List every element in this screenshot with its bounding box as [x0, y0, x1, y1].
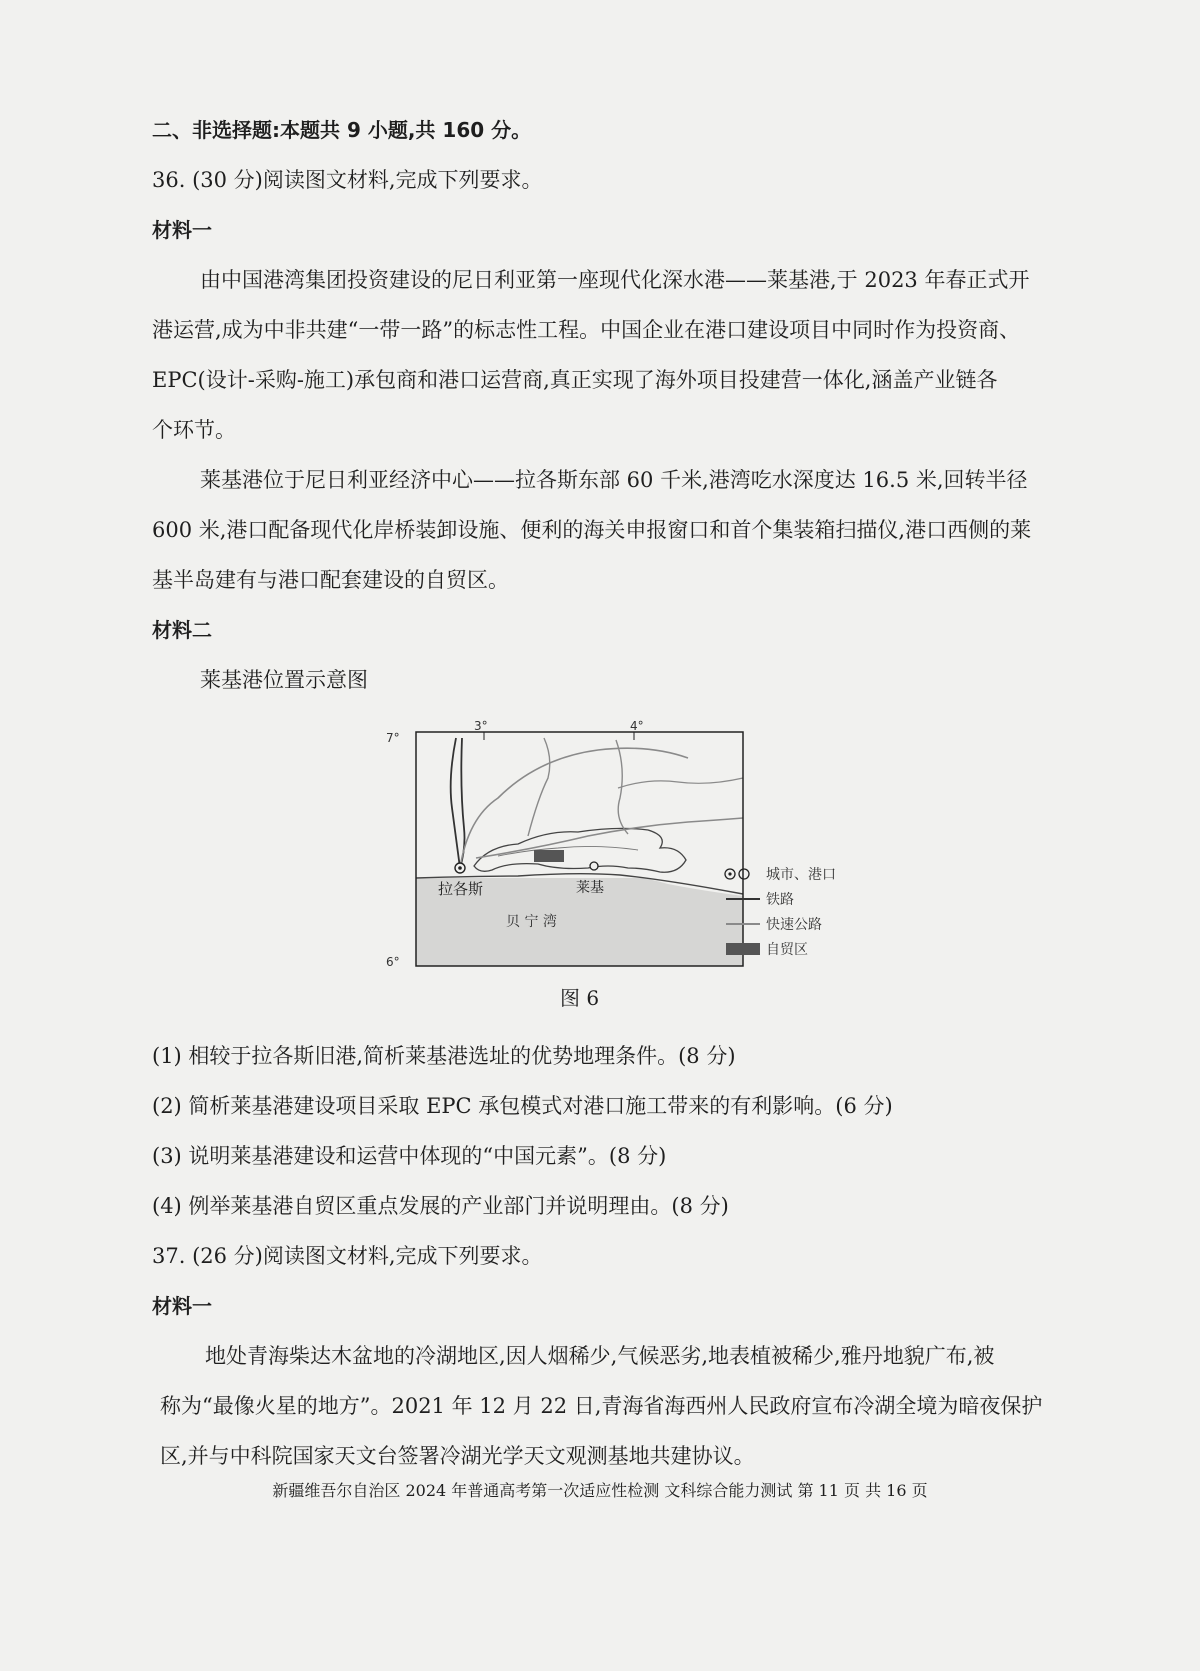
railway-symbol [724, 892, 762, 906]
q36-material2-label: 材料二 [152, 618, 212, 642]
map-title: 莱基港位置示意图 [200, 668, 368, 692]
ftz-block [534, 850, 564, 862]
q37-line1: 地处青海柴达木盆地的冷湖地区,因人烟稀少,气候恶劣,地表植被稀少,雅丹地貌广布,被 [205, 1344, 995, 1368]
lon-3-label: 3° [474, 719, 488, 733]
q36-sub3: (3) 说明莱基港建设和运营中体现的“中国元素”。(8 分) [152, 1144, 667, 1168]
q36-m1-p1-line3: EPC(设计-采购-施工)承包商和港口运营商,真正实现了海外项目投建营一体化,涵盖产业链各 [152, 368, 998, 392]
city-port-symbol [724, 867, 762, 881]
q37-stem: 37. (26 分)阅读图文材料,完成下列要求。 [152, 1244, 543, 1268]
map-legend [724, 861, 836, 961]
q36-m1-p2-line2: 600 米,港口配备现代化岸桥装卸设施、便利的海关申报窗口和首个集装箱扫描仪,港口西侧的莱 [152, 518, 1032, 542]
legend-railway [724, 886, 836, 911]
lat-7-label: 7° [386, 731, 400, 745]
q36-sub4: (4) 例举莱基港自贸区重点发展的产业部门并说明理由。(8 分) [152, 1194, 729, 1218]
legend-ftz-label: 自贸区 [766, 941, 808, 958]
q36-sub2: (2) 简析莱基港建设项目采取 EPC 承包模式对港口施工带来的有利影响。(6 分) [152, 1094, 893, 1118]
lagos-label: 拉各斯 [438, 880, 484, 898]
lekki-label: 莱基 [576, 880, 604, 896]
q37-material1-label: 材料一 [152, 1294, 212, 1318]
legend-expressway [724, 911, 836, 936]
figure-caption: 图 6 [560, 986, 600, 1010]
legend-city-port [724, 861, 836, 886]
lagos-dot [458, 866, 462, 870]
legend-railway-label: 铁路 [766, 891, 794, 908]
legend-ftz [724, 936, 836, 961]
legend-expressway-label: 快速公路 [766, 916, 822, 933]
q36-sub1: (1) 相较于拉各斯旧港,简析莱基港选址的优势地理条件。(8 分) [152, 1044, 736, 1068]
ftz-symbol [724, 942, 762, 956]
lagoon [474, 828, 686, 872]
q36-m1-p2-line1: 莱基港位于尼日利亚经济中心——拉各斯东部 60 千米,港湾吃水深度达 16.5 米,回转半径 [200, 468, 1028, 492]
lat-6-label: 6° [386, 955, 400, 969]
q36-m1-p1-line4: 个环节。 [152, 418, 236, 442]
q36-m1-p1-line2: 港运营,成为中非共建“一带一路”的标志性工程。中国企业在港口建设项目中同时作为投资商、 [152, 318, 1021, 342]
q36-m1-p1-line1: 由中国港湾集团投资建设的尼日利亚第一座现代化深水港——莱基港,于 2023 年春正式开 [200, 268, 1030, 292]
bay-label: 贝 宁 湾 [506, 914, 557, 930]
expressway-northeast [618, 778, 743, 788]
q37-line2: 称为“最像火星的地方”。2021 年 12 月 22 日,青海省海西州人民政府宣布冷湖全境为暗夜保护 [160, 1394, 1043, 1418]
lekki-symbol [590, 862, 598, 870]
page-footer: 新疆维吾尔自治区 2024 年普通高考第一次适应性检测 文科综合能力测试 第 11 页 共 16 页 [272, 1481, 928, 1500]
q36-m1-p2-line3: 基半岛建有与港口配套建设的自贸区。 [152, 568, 509, 592]
q37-line3: 区,并与中科院国家天文台签署冷湖光学天文观测基地共建协议。 [160, 1444, 755, 1468]
q36-material1-label: 材料一 [152, 218, 212, 242]
expressway-symbol [724, 917, 762, 931]
lon-4-label: 4° [630, 719, 644, 733]
legend-city-port-label: 城市、港口 [766, 866, 836, 883]
expressway-branch [528, 738, 550, 836]
section-heading: 二、非选择题:本题共 9 小题,共 160 分。 [152, 118, 532, 142]
q36-stem: 36. (30 分)阅读图文材料,完成下列要求。 [152, 168, 543, 192]
railway-line-1 [451, 738, 460, 868]
